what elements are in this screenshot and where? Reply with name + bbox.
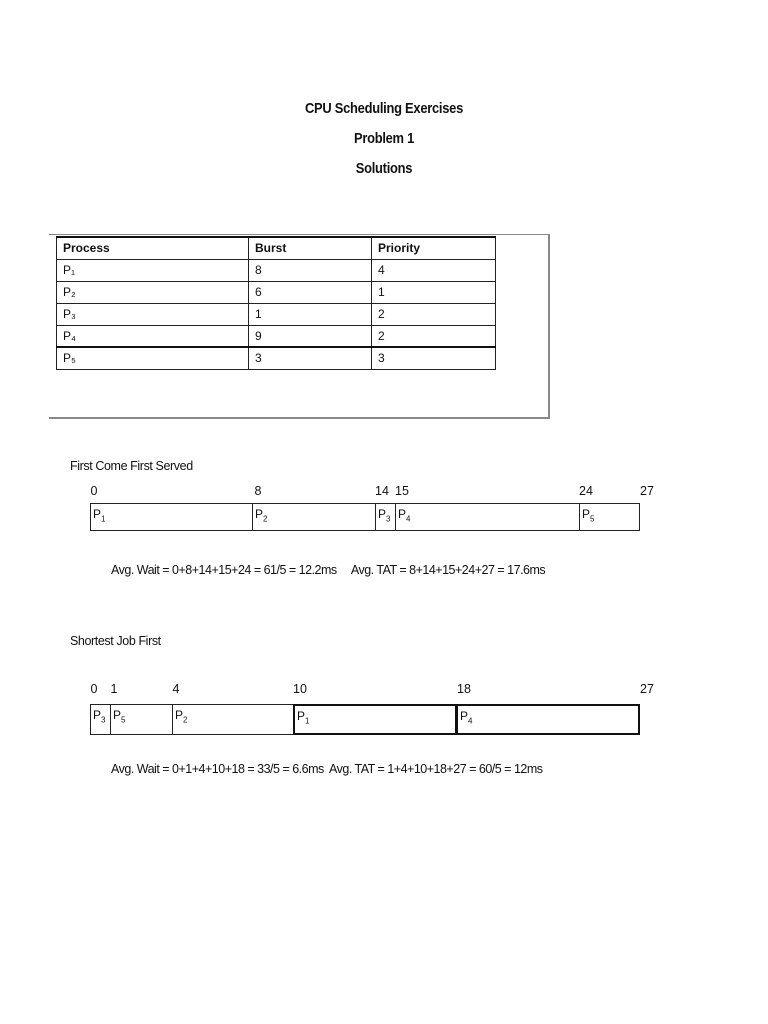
fcfs-tick: 14 (375, 484, 389, 498)
cell-burst: 8 (249, 259, 372, 281)
sjf-summary: Avg. Wait = 0+1+4+10+18 = 33/5 = 6.6ms Avg. TAT = 1+4+10+18+27 = 60/5 = 12ms (111, 762, 543, 776)
column-header-process: Process (57, 237, 249, 259)
sjf-tick: 0 (90, 682, 98, 696)
cell-burst: 9 (249, 325, 372, 347)
fcfs-block-p2: $P_2$ (252, 503, 376, 531)
fcfs-tick: 0 (90, 484, 98, 498)
cell-process: P₂ (57, 281, 249, 303)
table-row (57, 281, 496, 303)
cell-priority: 3 (372, 347, 496, 369)
cell-process: P₁ (57, 259, 249, 281)
table-row (57, 325, 496, 347)
page-header (0, 94, 768, 184)
fcfs-tick: 15 (395, 484, 409, 498)
sjf-block-p2: $P_2$ (172, 704, 294, 735)
sjf-block-p3: $P_3$ (90, 704, 111, 735)
table-row (57, 347, 496, 369)
fcfs-title: First Come First Served (70, 459, 193, 473)
fcfs-block-p1: $P_1$ (90, 503, 253, 531)
table-header-row (57, 237, 496, 259)
cell-burst: 6 (249, 281, 372, 303)
cell-priority: 4 (372, 259, 496, 281)
table-row (57, 303, 496, 325)
cell-priority: 1 (372, 281, 496, 303)
column-header-priority: Priority (372, 237, 496, 259)
sjf-gantt-chart (90, 704, 640, 735)
sjf-tick: 10 (293, 682, 307, 696)
fcfs-block-p4: $P_4$ (395, 503, 580, 531)
fcfs-tick: 27 (640, 484, 654, 498)
sjf-tick: 27 (640, 682, 654, 696)
solutions-label: Solutions (355, 160, 413, 177)
fcfs-tick: 8 (254, 484, 262, 498)
fcfs-gantt-chart (90, 503, 640, 531)
fcfs-tick: 24 (579, 484, 593, 498)
sjf-block-p1: $P_1$ (293, 704, 457, 735)
cell-priority: 2 (372, 325, 496, 347)
sjf-block-p5: $P_5$ (110, 704, 173, 735)
page-title: CPU Scheduling Exercises (305, 100, 463, 117)
cell-burst: 1 (249, 303, 372, 325)
fcfs-block-p3: $P_3$ (375, 503, 396, 531)
sjf-tick: 18 (457, 682, 471, 696)
problem-label: Problem 1 (353, 130, 415, 147)
cell-process: P₄ (57, 325, 249, 347)
fcfs-block-p5: $P_5$ (579, 503, 640, 531)
fcfs-summary: Avg. Wait = 0+8+14+15+24 = 61/5 = 12.2ms Avg. TAT = 8+14+15+24+27 = 17.6ms (111, 563, 546, 577)
sjf-tick: 4 (172, 682, 180, 696)
sjf-block-p4: $P_4$ (456, 704, 640, 735)
process-table (56, 236, 496, 370)
column-header-burst: Burst (249, 237, 372, 259)
cell-priority: 2 (372, 303, 496, 325)
sjf-tick: 1 (110, 682, 118, 696)
cell-burst: 3 (249, 347, 372, 369)
cell-process: P₃ (57, 303, 249, 325)
table-row (57, 259, 496, 281)
cell-process: P₅ (57, 347, 249, 369)
sjf-title: Shortest Job First (70, 634, 161, 648)
